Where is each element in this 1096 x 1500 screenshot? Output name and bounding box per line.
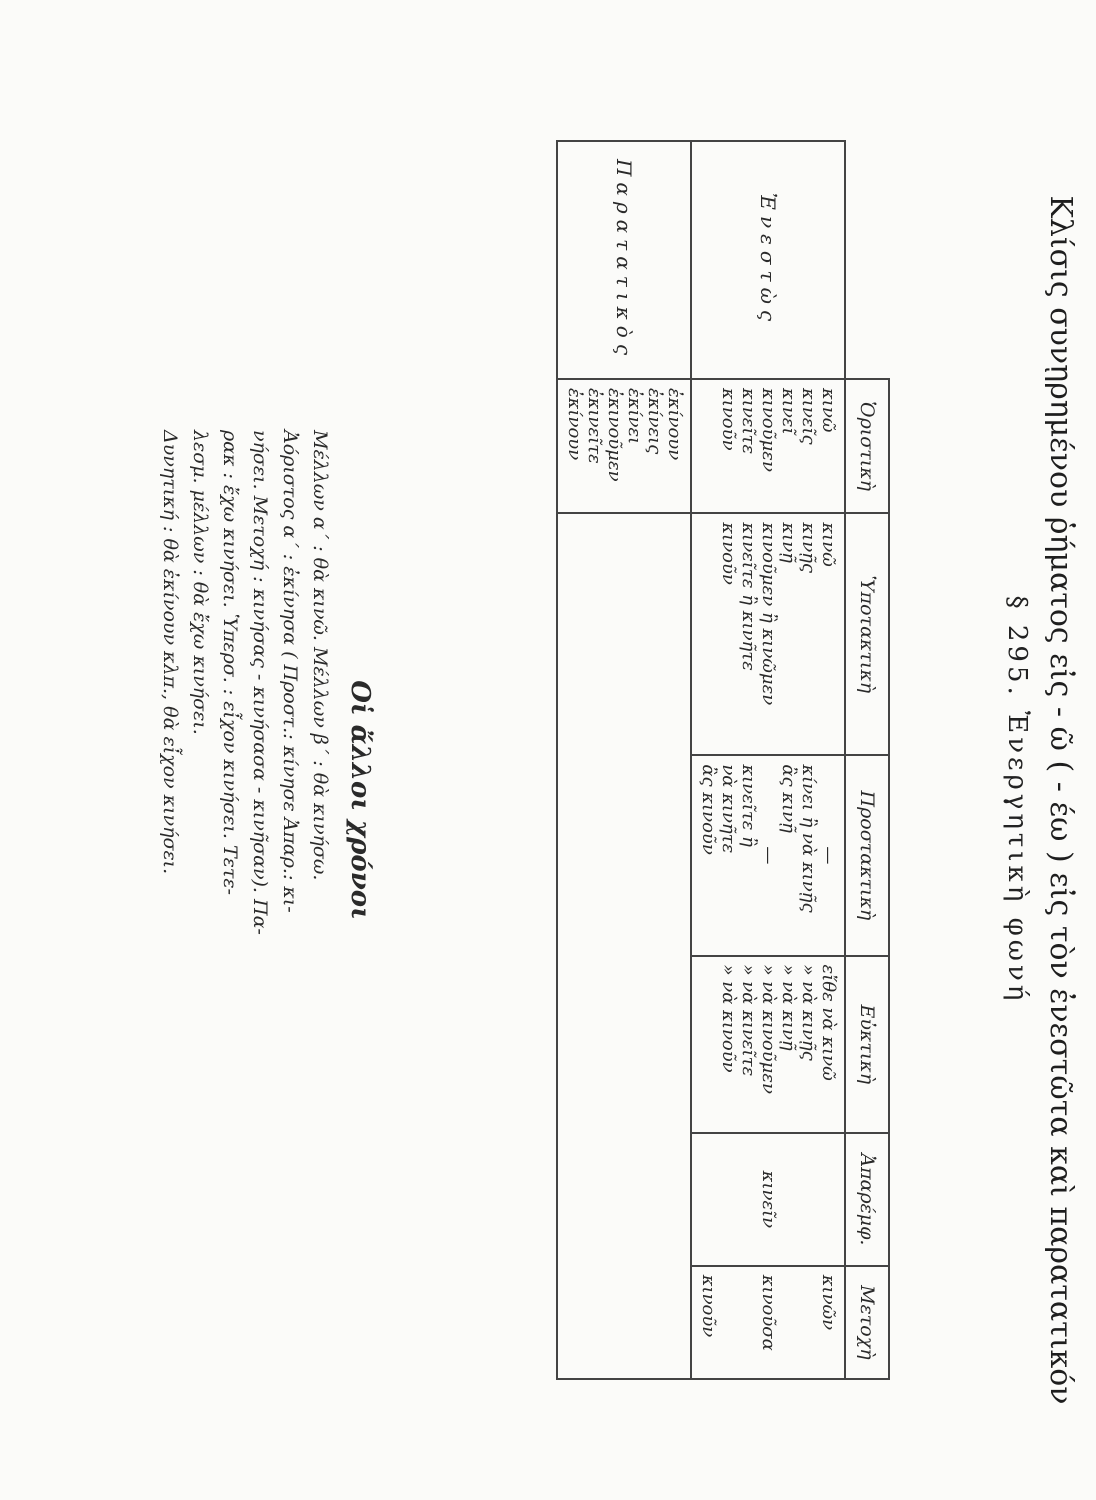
header-participle: Μετοχὴ bbox=[845, 1266, 889, 1379]
form: ἐκινεῖτε bbox=[584, 388, 605, 464]
form: κινοῦμεν bbox=[758, 388, 779, 472]
present-participle bbox=[691, 1266, 845, 1379]
form: » νὰ κινῇ bbox=[778, 964, 799, 1051]
form: κινεῖτε ἢ κινῆτε bbox=[738, 522, 759, 671]
text-line: λεσμ. μέλλων : θὰ ἔχω κινήσει. bbox=[189, 430, 211, 735]
form: κινῶ bbox=[818, 522, 839, 567]
header-optative: Εὐκτικὴ bbox=[845, 956, 889, 1134]
header-row bbox=[845, 141, 889, 1379]
form: νὰ κινῆτε bbox=[718, 764, 739, 854]
form: — bbox=[758, 846, 779, 865]
form: — bbox=[818, 846, 839, 865]
present-imperative bbox=[691, 755, 845, 955]
imperfect-row bbox=[557, 141, 691, 1379]
form: κινεῖς bbox=[798, 388, 819, 445]
form: κινεῖτε ἢ bbox=[738, 764, 759, 847]
form: ἐκινοῦμεν bbox=[604, 388, 625, 482]
present-infinitive: κινεῖν bbox=[691, 1133, 845, 1266]
rotated-page bbox=[100, 100, 1080, 1500]
form: κινοῦν bbox=[698, 1274, 719, 1338]
form: » νὰ κινῇς bbox=[798, 964, 819, 1061]
form: κινοῦν bbox=[718, 522, 739, 585]
text-line: Μέλλων α΄ : θὰ κινῶ. Μέλλων β΄ : θὰ κινήσω. bbox=[309, 430, 331, 881]
form: ἂς κινῇ bbox=[778, 764, 799, 833]
form: κινοῦν bbox=[718, 388, 739, 451]
form: ἐκίνουν bbox=[664, 388, 685, 461]
form: ἐκίνει bbox=[624, 388, 645, 445]
form: κινεῖτε bbox=[738, 388, 759, 455]
imperfect-indicative bbox=[557, 379, 691, 513]
header-subjunctive: Ὑποτακτικὴ bbox=[845, 513, 889, 755]
header-infinitive: Ἀπαρέμφ. bbox=[845, 1133, 889, 1266]
section-heading: § 295. Ἐνεργητικὴ φωνή bbox=[1002, 595, 1032, 1005]
form: » νὰ κινοῦν bbox=[718, 964, 739, 1073]
form: κινεῖ bbox=[778, 388, 799, 435]
present-label: Ἐνεστὼς bbox=[691, 141, 845, 379]
form: ἂς κινοῦν bbox=[698, 764, 719, 855]
other-tenses-text bbox=[155, 430, 335, 1310]
form: κινῶν bbox=[818, 1274, 839, 1331]
form: » νὰ κινεῖτε bbox=[738, 964, 759, 1077]
form: κινῇς bbox=[798, 522, 819, 574]
conjugation-table bbox=[556, 140, 890, 1380]
present-subjunctive bbox=[691, 513, 845, 755]
form: κινοῦσα bbox=[758, 1274, 779, 1351]
header-imperative: Προστακτικὴ bbox=[845, 755, 889, 955]
text-line: ρακ : ἔχω κινήσει. Ὑπερσ. : εἶχον κινήσει. Τετε- bbox=[219, 430, 241, 895]
other-tenses-title: Οἱ ἄλλοι χρόνοι bbox=[345, 680, 375, 920]
form: » νὰ κινοῦμεν bbox=[758, 964, 779, 1094]
form: κινῶ bbox=[818, 388, 839, 433]
form: κίνει ἢ νὰ κινῇς bbox=[798, 764, 819, 913]
form: εἴθε νὰ κινῶ bbox=[818, 964, 839, 1081]
imperfect-label: Παρατατικὸς bbox=[557, 141, 691, 379]
present-row bbox=[691, 141, 845, 1379]
page-title: Κλίσις συνῃρημένου ῥήματος εἰς - ῶ ( - έω ) εἰς τὸν ἐνεστῶτα καὶ παρατατικόν bbox=[1043, 195, 1078, 1405]
corner-cell bbox=[845, 141, 889, 379]
text-line: Ἀόριστος α΄ : ἐκίνησα ( Προστ.: κίνησε Ἀπαρ.: κι- bbox=[279, 430, 301, 913]
form: ἐκίνουν bbox=[564, 388, 585, 461]
text-line: Δυνητική : θὰ ἐκίνουν κλπ., θὰ εἶχον κινήσει. bbox=[159, 430, 181, 875]
present-optative bbox=[691, 956, 845, 1134]
form: ἐκίνεις bbox=[644, 388, 665, 455]
header-indicative: Ὁριστικὴ bbox=[845, 379, 889, 513]
form: κινῇ bbox=[778, 522, 799, 563]
present-indicative bbox=[691, 379, 845, 513]
text-line: νήσει. Μετοχή : κινήσας - κινήσασα - κινῆσαν). Πα- bbox=[249, 430, 271, 935]
imperfect-empty bbox=[557, 513, 691, 1379]
form: κινοῦμεν ἢ κινῶμεν bbox=[758, 522, 779, 706]
